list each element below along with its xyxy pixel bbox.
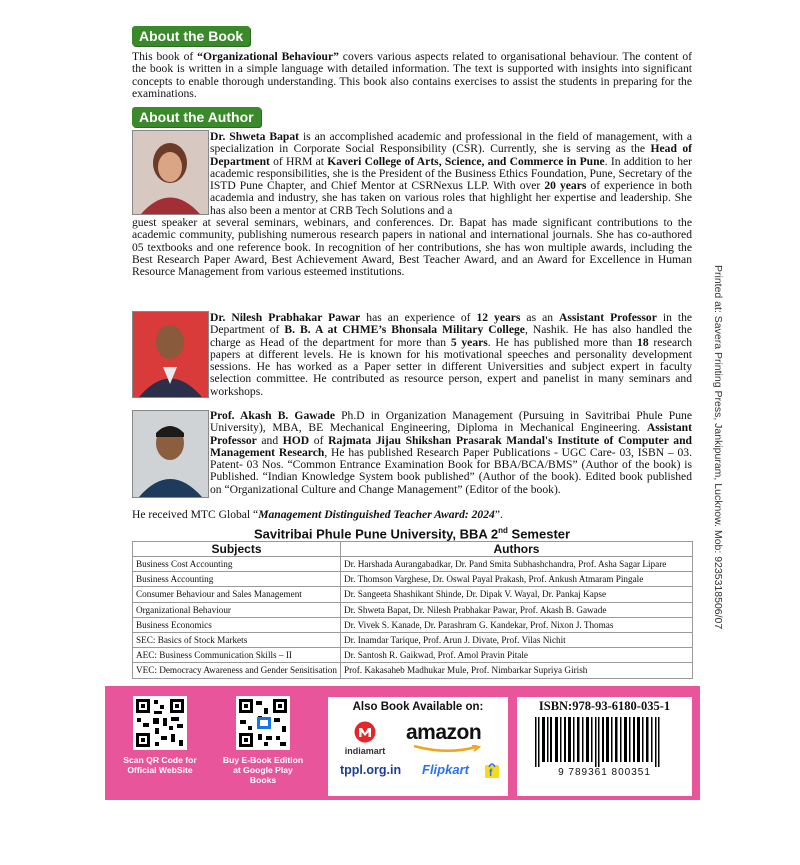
author1-bio-continued: guest speaker at several seminars, webinars, and conferences. Dr. Bapat has made significant contributions to the academic community, publishing numerous research papers in national and international journals. She has co-authored 05 textbooks and one reference book. In recognition of her contributions, she has won multiple awards, including the Best Research Paper Award, Best Achievement Award, Best Teacher Award, and an Award for Excellence in Human Resource Management from various esteemed institutions. bbox=[132, 216, 692, 279]
subjects-authors-table bbox=[132, 541, 693, 679]
tppl-website-link[interactable]: tppl.org.in bbox=[340, 763, 402, 777]
ebook-qr-caption: Buy E-Book Edition at Google Play Books bbox=[222, 755, 304, 785]
university-semester-title: Savitribai Phule Pune University, BBA 2nd Semester bbox=[253, 526, 571, 542]
author1-bio: Dr. Shweta Bapat is an accomplished academic and professional in the field of management, with a specialization in Corporate Social Responsibility (CSR). Currently, she is serving as the Head of Department of HRM at Kaveri College of Arts, Science, and Commerce in Pune. In addition to her academic responsibilities, she is the President of the Business Ethics Foundation, Pune, Secretary of the ISTD Pune Chapter, and Chief Mentor at CSRNexus LLP. With over 20 years of experience in both academia and industry, she has taken on various roles that highlight her expertise and leadership. She has also been a mentor at CRB Tech Solutions and a bbox=[210, 130, 693, 217]
about-author-heading: About the Author bbox=[132, 107, 261, 127]
subject-cell: VEC: Democracy Awareness and Gender Sensitisation bbox=[133, 663, 341, 678]
subject-cell: SEC: Basics of Stock Markets bbox=[133, 632, 341, 647]
table-row bbox=[133, 648, 693, 663]
authors-header: Authors bbox=[340, 542, 692, 557]
authors-cell: Dr. Thomson Varghese, Dr. Oswal Payal Prakash, Prof. Ankush Atmaram Pingale bbox=[340, 572, 692, 587]
amazon-logo[interactable]: amazon bbox=[406, 721, 498, 745]
isbn-panel bbox=[517, 697, 692, 796]
also-available-label: Also Book Available on: bbox=[352, 701, 484, 713]
authors-cell: Dr. Vivek S. Kanade, Dr. Parashram G. Kandekar, Prof. Nixon J. Thomas bbox=[340, 617, 692, 632]
table-header-row bbox=[133, 542, 693, 557]
subject-cell: Business Cost Accounting bbox=[133, 557, 341, 572]
author-photo-nilesh bbox=[132, 311, 209, 398]
isbn-number: ISBN:978-93-6180-035-1 bbox=[538, 699, 671, 713]
table-row bbox=[133, 617, 693, 632]
authors-cell: Dr. Inamdar Tarique, Prof. Arun J. Divate, Prof. Vilas Nichit bbox=[340, 632, 692, 647]
flipkart-logo[interactable]: Flipkart f bbox=[422, 761, 504, 783]
authors-cell: Dr. Shweta Bapat, Dr. Nilesh Prabhakar Pawar, Prof. Akash B. Gawade bbox=[340, 602, 692, 617]
table-row bbox=[133, 632, 693, 647]
author3-award: He received MTC Global “Management Distinguished Teacher Award: 2024”. bbox=[132, 508, 503, 521]
subject-cell: Organizational Behaviour bbox=[133, 602, 341, 617]
table-row bbox=[133, 572, 693, 587]
table-row bbox=[133, 557, 693, 572]
amazon-smile-icon bbox=[412, 745, 482, 753]
about-book-text: This book of “Organizational Behaviour” covers various aspects related to organisational behaviour. The content of the book is written in a simple language with detailed information. The text is supported with insights into significant concepts to enable thorough understanding. This book also contains exercises to assist the students in preparing for the examinations. bbox=[132, 50, 692, 100]
barcode-digits: 9 789361 800351 bbox=[558, 767, 651, 778]
authors-cell: Dr. Harshada Aurangabadkar, Dr. Pand Smita Subhashchandra, Prof. Asha Sagar Lipare bbox=[340, 557, 692, 572]
about-book-heading: About the Book bbox=[132, 26, 250, 46]
ebook-qr-code[interactable] bbox=[236, 696, 290, 750]
author-photo-akash bbox=[132, 410, 209, 498]
table-row bbox=[133, 663, 693, 678]
authors-cell: Dr. Santosh R. Gaikwad, Prof. Amol Pravin Pitale bbox=[340, 648, 692, 663]
svg-text:f: f bbox=[489, 768, 493, 779]
table-row bbox=[133, 587, 693, 602]
authors-cell: Dr. Sangeeta Shashikant Shinde, Dr. Dipak V. Wayal, Dr. Pankaj Kapse bbox=[340, 587, 692, 602]
authors-cell: Prof. Kakasaheb Madhukar Mule, Prof. Nimbarkar Supriya Girish bbox=[340, 663, 692, 678]
website-qr-caption: Scan QR Code for Official WebSite bbox=[123, 755, 197, 775]
website-qr-code[interactable] bbox=[133, 696, 187, 750]
subject-cell: AEC: Business Communication Skills – II bbox=[133, 648, 341, 663]
indiamart-icon bbox=[353, 721, 377, 743]
subjects-header: Subjects bbox=[133, 542, 341, 557]
author-photo-shweta bbox=[132, 130, 209, 215]
availability-panel bbox=[328, 697, 508, 796]
printer-info: Printed at: Savera Printing Press, Jankipuram, Lucknow. Mob: 9235318506/07 bbox=[712, 265, 724, 630]
subject-cell: Consumer Behaviour and Sales Management bbox=[133, 587, 341, 602]
subject-cell: Business Accounting bbox=[133, 572, 341, 587]
flipkart-bag-icon bbox=[484, 761, 500, 779]
table-row bbox=[133, 602, 693, 617]
subject-cell: Business Economics bbox=[133, 617, 341, 632]
author3-bio: Prof. Akash B. Gawade Ph.D in Organization Management (Pursuing in Savitribai Phule Pune University), MBA, BE Mechanical Engineering, Diploma in Mechanical Engineering. Assistant Professor and HOD of Rajmata Jijau Shikshan Prasarak Mandal's Institute of Computer and Management Research, He has published Research Paper Publications - UGC Care- 03, ISBN – 03. Patent- 03 Nos. “Common Entrance Examination Book for BBA/BCA/BMS” (Author of the book) is Published. “Indian Knowledge System book published” (Author of the book). Edited book published on “Organizational Culture and Change Management” (Editor of the book). bbox=[210, 409, 693, 496]
author2-bio: Dr. Nilesh Prabhakar Pawar has an experience of 12 years as an Assistant Professor in the Department of B. B. A at CHME’s Bhonsala Military College, Nashik. He has also handled the charge as Head of the department for more than 5 years. He has published more than 18 research papers at different levels. He is known for his motivational speeches and personality development sessions. He has worked as a Paper setter in different Universities and subject expert in faculty selection committee. He contributed as resource person, expert and panelist in many seminars and workshops. bbox=[210, 311, 693, 398]
indiamart-logo[interactable]: indiamart bbox=[342, 721, 388, 756]
